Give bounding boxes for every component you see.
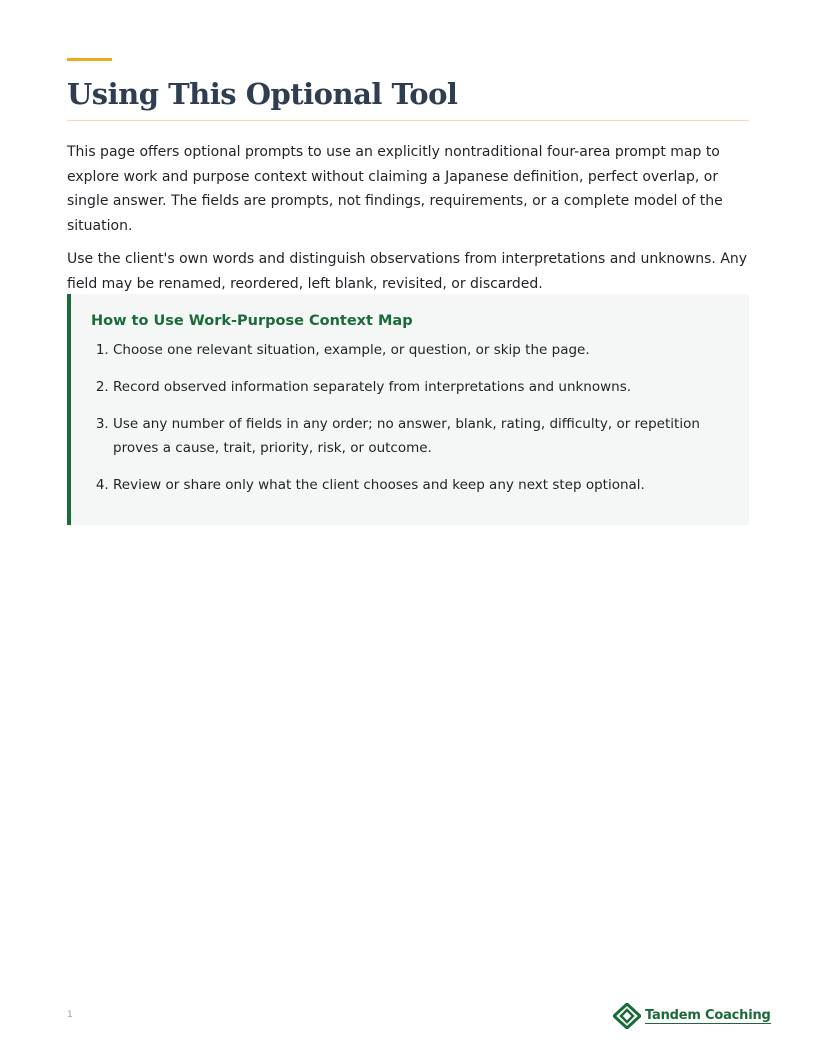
steps-list (91, 338, 725, 497)
brand-logo (613, 1003, 771, 1029)
logo-text: Tandem Coaching (645, 1008, 771, 1023)
how-to-callout (67, 294, 749, 525)
diamond-logo-icon (613, 1003, 641, 1029)
step-item: 4. Review or share only what the client chooses and keep any next step optional. (113, 473, 725, 497)
callout-heading: How to Use Work-Purpose Context Map (91, 313, 413, 329)
step-item: 3. Use any number of fields in any order; no answer, blank, rating, difficulty, or repetition proves a cause, trait, priority, risk, or outcome. (113, 412, 725, 460)
title-accent-bar (67, 58, 112, 61)
page-title: Using This Optional Tool (67, 77, 458, 111)
intro-section (67, 140, 751, 305)
step-item: 1. Choose one relevant situation, example, or question, or skip the page. (113, 338, 725, 362)
page-number: 1 (67, 1010, 73, 1020)
intro-paragraph: This page offers optional prompts to use an explicitly nontraditional four-area prompt map to explore work and purpose context without claiming a Japanese definition, perfect overlap, or single answer. The fields are prompts, not findings, requirements, or a complete model of the situation. (67, 144, 723, 234)
intro-paragraph: Use the client's own words and distinguish observations from interpretations and unknowns. Any field may be renamed, reordered, left blank, revisited, or discarded. (67, 251, 748, 292)
step-item: 2. Record observed information separately from interpretations and unknowns. (113, 375, 725, 399)
title-divider (67, 120, 749, 121)
